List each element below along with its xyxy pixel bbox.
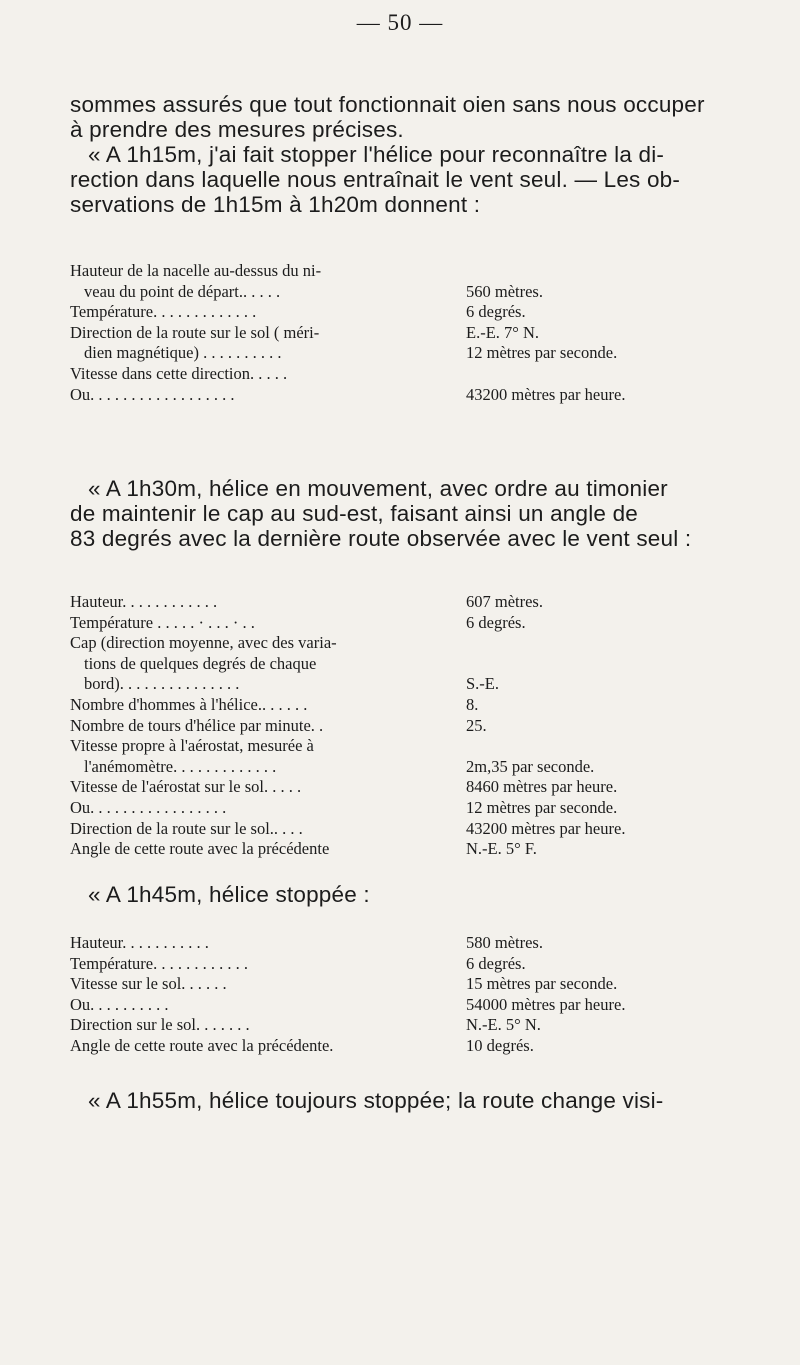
table-row — [70, 1015, 750, 1036]
row-label: dien magnétique) . . . . . . . . . . — [84, 343, 282, 363]
table-row — [70, 716, 750, 737]
table-row — [70, 343, 750, 364]
row-label: Direction de la route sur le sol ( méri- — [70, 322, 320, 342]
row-label: Hauteur de la nacelle au-dessus du ni- — [70, 261, 322, 280]
table-row — [70, 995, 750, 1016]
table-row — [70, 819, 750, 840]
row-value: 2m,35 par seconde. — [466, 756, 595, 776]
table-row — [70, 777, 750, 798]
table-row — [70, 757, 750, 778]
row-label: Vitesse propre à l'aérostat, mesurée à — [70, 736, 314, 756]
table-row — [70, 674, 750, 695]
row-value: 15 mètres par seconde. — [466, 974, 618, 994]
table-row — [70, 654, 750, 675]
table-row — [70, 954, 750, 975]
row-value: 54000 mètres par heure. — [466, 994, 626, 1014]
row-label: Vitesse dans cette direction. . . . . — [70, 363, 288, 383]
table-row — [70, 302, 750, 323]
table-row — [70, 323, 750, 344]
table-row — [70, 933, 750, 954]
paragraph-1h30 — [70, 476, 740, 551]
table-row — [70, 613, 750, 634]
row-label: veau du point de départ.. . . . . — [84, 281, 281, 301]
row-value: 607 mètres. — [466, 592, 543, 611]
row-label: Ou. . . . . . . . . . — [70, 994, 169, 1014]
text-line: 83 degrés avec la dernière route observée avec le vent seul : — [70, 526, 692, 551]
text-line: à prendre des mesures précises. — [70, 117, 404, 142]
page-number: — 50 — — [356, 10, 444, 35]
row-value: 580 mètres. — [466, 933, 543, 952]
row-label: Angle de cette route avec la précédente. — [70, 1035, 334, 1055]
observations-table-1h45 — [70, 933, 750, 1057]
text-line: servations de 1h15m à 1h20m donnent : — [70, 192, 481, 217]
row-value: 43200 mètres par heure. — [466, 818, 626, 838]
table-row — [70, 736, 750, 757]
row-label: Angle de cette route avec la précédente — [70, 839, 330, 859]
row-value: 10 degrés. — [466, 1035, 534, 1055]
row-label: Vitesse de l'aérostat sur le sol. . . . . — [70, 777, 302, 797]
row-label: Température. . . . . . . . . . . . . — [70, 302, 257, 322]
row-label: Direction sur le sol. . . . . . . — [70, 1015, 250, 1035]
row-value: 43200 mètres par heure. — [466, 384, 626, 404]
row-label: bord). . . . . . . . . . . . . . . — [84, 674, 240, 694]
row-value: 6 degrés. — [466, 302, 526, 322]
row-label: Direction de la route sur le sol.. . . . — [70, 818, 303, 838]
text-line: « A 1h15m, j'ai fait stopper l'hélice pour reconnaître la di- — [88, 142, 665, 167]
table-row — [70, 364, 750, 385]
row-value: 12 mètres par seconde. — [466, 797, 618, 817]
observations-table-1h30 — [70, 592, 750, 860]
row-value: E.-E. 7° N. — [466, 322, 540, 342]
table-row — [70, 798, 750, 819]
table-row — [70, 1036, 750, 1057]
table-row — [70, 839, 750, 860]
row-label: Nombre d'hommes à l'hélice.. . . . . . — [70, 694, 308, 714]
table-row — [70, 261, 750, 282]
table-row — [70, 633, 750, 654]
paragraph-intro — [70, 92, 740, 217]
observations-table-1h15 — [70, 261, 750, 405]
row-label: Ou. . . . . . . . . . . . . . . . . — [70, 797, 227, 817]
table-row — [70, 385, 750, 406]
row-value: 8. — [466, 694, 479, 714]
table-row — [70, 974, 750, 995]
row-value: 6 degrés. — [466, 612, 526, 632]
paragraph-1h45-line: « A 1h45m, hélice stoppée : — [88, 882, 370, 907]
row-value: S.-E. — [466, 674, 499, 694]
row-label: Hauteur. . . . . . . . . . . . — [70, 592, 218, 611]
row-label: Hauteur. . . . . . . . . . . — [70, 933, 209, 952]
paragraph-1h55-line: « A 1h55m, hélice toujours stoppée; la route change visi- — [88, 1088, 664, 1113]
row-value: 25. — [466, 715, 487, 735]
text-line: « A 1h30m, hélice en mouvement, avec ordre au timonier — [88, 476, 668, 501]
text-line: de maintenir le cap au sud-est, faisant ainsi un angle de — [70, 501, 639, 526]
row-label: Température . . . . . · . . . · . . — [70, 612, 255, 632]
row-value: 560 mètres. — [466, 281, 543, 301]
row-value: 12 mètres par seconde. — [466, 343, 618, 363]
row-value: N.-E. 5° F. — [466, 839, 537, 859]
text-line: sommes assurés que tout fonctionnait oien sans nous occuper — [70, 92, 705, 117]
row-label: tions de quelques degrés de chaque — [84, 653, 317, 673]
row-value: 8460 mètres par heure. — [466, 777, 618, 797]
paragraph-1h45 — [70, 882, 740, 907]
text-line: rection dans laquelle nous entraînait le vent seul. — Les ob- — [70, 167, 681, 192]
row-label: Vitesse sur le sol. . . . . . — [70, 974, 227, 994]
row-label: Cap (direction moyenne, avec des varia- — [70, 633, 337, 653]
paragraph-1h55 — [70, 1088, 740, 1113]
table-row — [70, 695, 750, 716]
row-label: Température. . . . . . . . . . . . — [70, 953, 249, 973]
row-label: l'anémomètre. . . . . . . . . . . . . — [84, 756, 277, 776]
row-value: N.-E. 5° N. — [466, 1015, 541, 1035]
table-row — [70, 592, 750, 613]
table-row — [70, 282, 750, 303]
row-value: 6 degrés. — [466, 953, 526, 973]
row-label: Ou. . . . . . . . . . . . . . . . . . — [70, 384, 235, 404]
row-label: Nombre de tours d'hélice par minute. . — [70, 715, 324, 735]
